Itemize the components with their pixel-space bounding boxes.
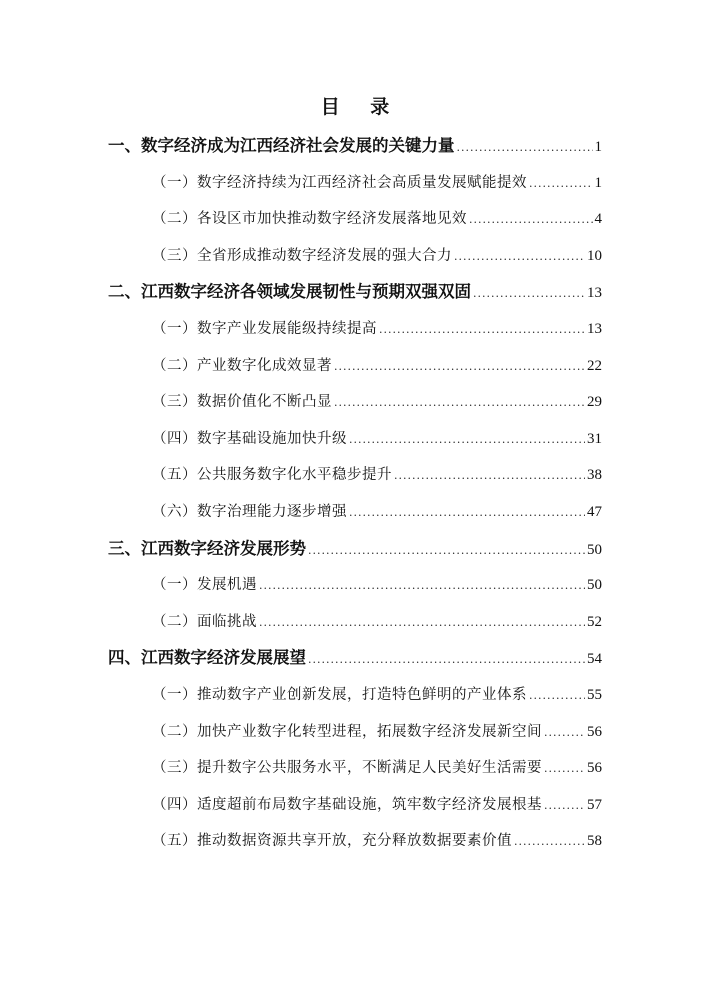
toc-entry-label: （三）数据价值化不断凸显 [152,394,332,411]
toc-dot-leader [308,646,585,674]
toc-section-entry[interactable] [152,425,602,453]
toc-section-entry[interactable] [152,608,602,636]
toc-page-number: 29 [587,394,602,411]
toc-section-entry[interactable] [152,754,602,782]
toc-entry-label: （六）数字治理能力逐步增强 [152,504,347,520]
toc-dot-leader [454,243,585,271]
toc-entry-label: （一）数字经济持续为江西经济社会高质量发展赋能提效 [152,174,527,191]
toc-entry-label: （一）数字产业发展能级持续提高 [152,321,377,337]
toc-page-number: 13 [587,321,602,337]
toc-dot-leader [334,353,585,381]
toc-entry-label: 三、江西数字经济发展形势 [108,538,306,558]
toc-dot-leader [308,537,585,565]
toc-dot-leader [529,170,593,198]
toc-section-entry[interactable] [152,242,602,270]
toc-entry-label: （三）全省形成推动数字经济发展的强大合力 [152,247,452,264]
toc-dot-leader [259,609,585,637]
toc-page-number: 10 [587,247,602,264]
toc-section-entry[interactable] [152,718,602,746]
toc-dot-leader [457,134,593,162]
toc-entry-label: （二）加快产业数字化转型进程，拓展数字经济发展新空间 [152,723,542,740]
toc-page-number: 56 [587,723,602,740]
toc-entry-label: （二）各设区市加快推动数字经济发展落地见效 [152,211,467,228]
toc-page-number: 58 [587,833,602,850]
toc-entry-label: （四）数字基础设施加快升级 [152,430,347,447]
toc-dot-leader [529,682,585,710]
toc-entry-label: （五）公共服务数字化水平稳步提升 [152,467,392,484]
toc-entry-label: （三）提升数字公共服务水平，不断满足人民美好生活需要 [152,760,542,777]
toc-dot-leader [544,792,585,820]
toc-page-number: 52 [587,613,602,630]
toc-entry-label: （二）面临挑战 [152,613,257,630]
toc-page-number: 56 [587,760,602,777]
toc-section-entry[interactable] [152,315,602,343]
toc-page-number: 38 [587,467,602,484]
toc-entry-label: （二）产业数字化成效显著 [152,357,332,374]
toc-section-entry[interactable] [152,498,602,526]
toc-dot-leader [469,206,593,234]
toc-chapter-entry[interactable] [108,132,602,160]
toc-page-number: 47 [587,504,602,520]
toc-section-entry[interactable] [152,205,602,233]
toc-page-number: 1 [594,174,602,191]
toc-dot-leader [394,462,585,490]
toc-section-entry[interactable] [152,571,602,599]
toc-section-entry[interactable] [152,791,602,819]
toc-dot-leader [349,426,585,454]
toc-page-number: 1 [594,139,602,155]
toc-entry-label: 二、江西数字经济各领域发展韧性与预期双强双固 [108,282,471,302]
toc-chapter-entry[interactable] [108,278,602,306]
toc-dot-leader [349,499,585,527]
toc-dot-leader [544,719,585,747]
toc-chapter-entry[interactable] [108,644,602,672]
toc-section-entry[interactable] [152,827,602,855]
toc-section-entry[interactable] [152,352,602,380]
toc-dot-leader [473,280,585,308]
toc-page-number: 50 [587,577,602,594]
toc-section-entry[interactable] [152,461,602,489]
toc-page-number: 22 [587,357,602,374]
toc-page-number: 50 [587,541,602,558]
toc-page-number: 54 [587,651,602,668]
toc-page-number: 4 [594,211,602,228]
toc-entry-label: （四）适度超前布局数字基础设施，筑牢数字经济发展根基 [152,796,542,813]
toc-section-entry[interactable] [152,169,602,197]
toc-dot-leader [514,828,585,856]
toc-entry-label: （五）推动数据资源共享开放，充分释放数据要素价值 [152,833,512,850]
page-title: 目 录 [320,96,402,118]
toc-page-number: 31 [587,430,602,447]
toc-page-number: 55 [587,687,602,703]
toc-page-number: 57 [587,796,602,813]
toc-dot-leader [334,389,585,417]
toc-entry-label: （一）发展机遇 [152,577,257,594]
toc-section-entry[interactable] [152,681,602,709]
toc-entry-label: 四、江西数字经济发展展望 [108,648,306,668]
toc-section-entry[interactable] [152,388,602,416]
toc-dot-leader [259,572,585,600]
toc-entry-label: （一）推动数字产业创新发展，打造特色鲜明的产业体系 [152,687,527,703]
toc-page-number: 13 [587,285,602,302]
toc-entry-label: 一、数字经济成为江西经济社会发展的关键力量 [108,136,455,155]
toc-dot-leader [379,316,585,344]
toc-dot-leader [544,755,585,783]
toc-chapter-entry[interactable] [108,535,602,563]
